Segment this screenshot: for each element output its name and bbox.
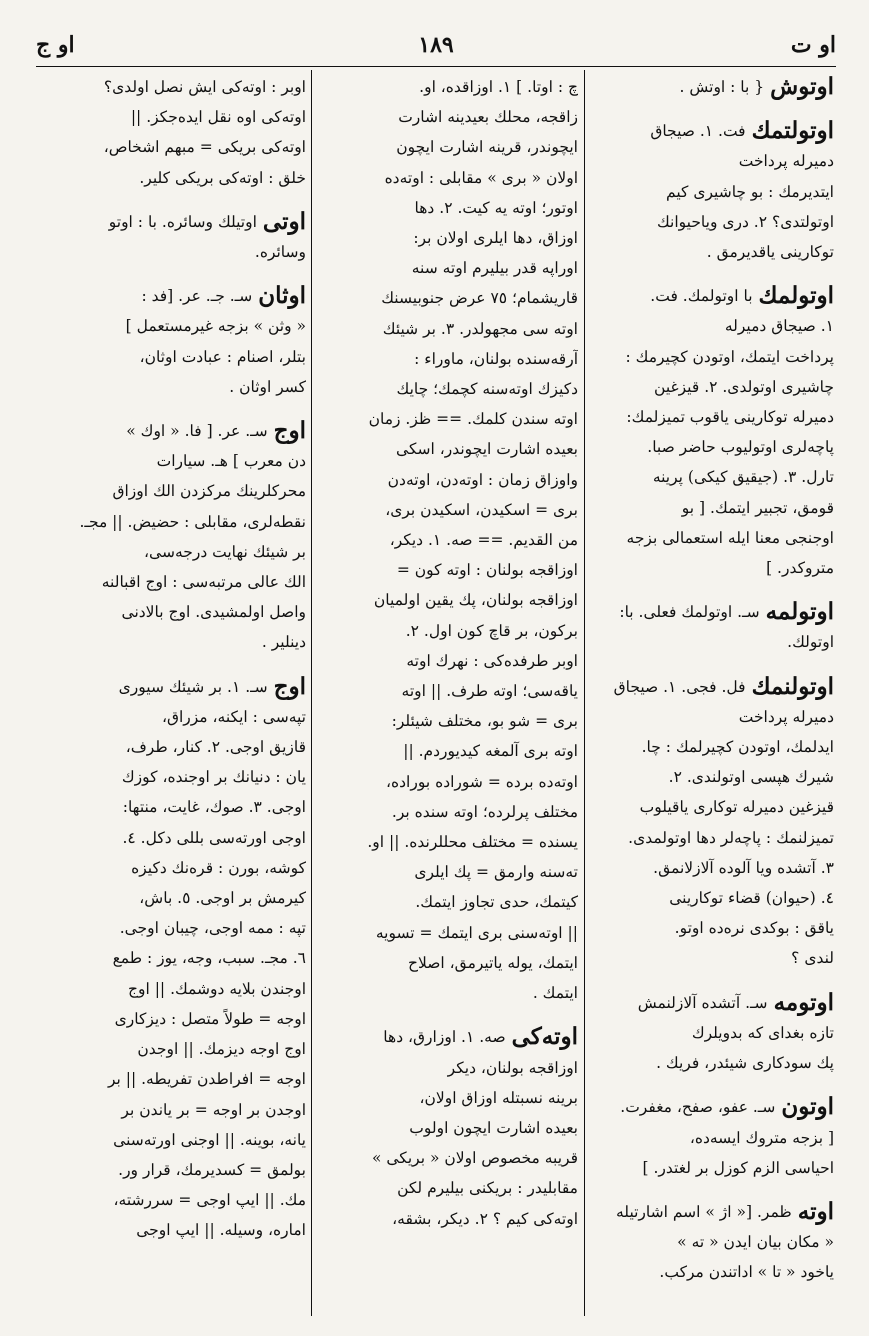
header-right-letters: او ت [790, 32, 836, 58]
column-right [587, 72, 834, 1317]
entry-text-line: { با : اوتش . [679, 78, 765, 96]
entry-text-line: اوته بری آلمغه کیدیوردم. || [403, 742, 578, 761]
entry-text-line: ته‌سنه وارمق = پك ایلری [414, 863, 578, 882]
column-middle [316, 72, 578, 1317]
entry-text-line: پاچه‌لری اوتولیوب حاضر صبا. [647, 438, 834, 457]
entry-text-line: ایدلمك، اوتودن کچیرلمك : چا. [641, 738, 834, 757]
entry-text-line: مختلف پرلرده؛ اوته سنده بر. [391, 802, 578, 821]
entry-text-line: متروکدر. ] [766, 559, 834, 578]
entry-text-line: کیتمك، حدی تجاوز ایتمك. [415, 893, 578, 912]
entry-text-line: اوتیلك وسائره. با : اوتو [108, 212, 257, 231]
entry-text-line: توکارینی یاقدیرمق . [706, 243, 834, 262]
entry-text-line: اوتولك. [787, 633, 834, 652]
entry-text-line: آرقه‌سنده بولنان، ماوراء : [414, 349, 578, 368]
entry-text-line: کسر اوثان . [229, 377, 306, 396]
dictionary-entry [316, 1022, 578, 1239]
entry-text-line: کیرمش بر اوجی. ٥. باش، [139, 889, 306, 908]
entry-text-line: کوشه، بورن : قره‌نك دکیزه [131, 858, 306, 877]
entry-text-line: فت. ١. صیجاق [650, 122, 746, 141]
headword: اوج [273, 417, 306, 445]
entry-text-line: اوزاقجه بولنان، پك یقین اولمیان [373, 591, 578, 610]
entry-text-line: بعیده اشارت ایچوندر، اسکی [396, 440, 578, 459]
entry-text-line: || اوته‌سنی بری ایتمك = تسویه [375, 923, 578, 942]
entry-text-line: قازیق اوجی. ٢. کنار، طرف، [125, 738, 306, 757]
dictionary-entry [587, 597, 834, 663]
entry-text-line: تپه‌سی : ایکنه، مزراق، [161, 707, 306, 726]
entry-text-line: یسنده = مختلف محللرنده. || او. [367, 833, 578, 852]
entry-text-line: یاخود « تا » اداتندن مرکب. [659, 1263, 834, 1282]
dictionary-entry [587, 281, 834, 589]
entry-text-line: اوج اوجه دیزمك. || اوجدن [137, 1040, 306, 1059]
entry-text-line: اوته‌کی کیم ؟ ٢. دیکر، بشقه، [392, 1209, 578, 1228]
entry-text-line: سـ. ١. بر شیئك سیوری [118, 677, 268, 696]
entry-text-line: الك عالی مرتبه‌سی : اوج اقبالنه [101, 573, 306, 592]
entry-text-line: ٦. مجـ. سبب، وجه، یوز : طمع [112, 949, 306, 968]
entry-text-line: زاقجه، محلك بعیدینه اشارت [398, 108, 578, 127]
entry-text-line: ٣. آتشده ویا آلوده آلازلانمق. [653, 858, 834, 877]
entry-text-line: بعیده اشارت ایچون اولوب [409, 1118, 578, 1137]
entry-text-line: برکون، بر قاچ کون اول. ٢. [405, 621, 578, 640]
headword: اوتولنمك [751, 672, 834, 700]
entry-text-line: تارل. ٣. (جیقیق کیکی) پرینه [652, 468, 834, 487]
dictionary-entry [38, 672, 306, 1252]
entry-text-line: اوته‌ده برده = شوراده بوراده، [386, 772, 578, 791]
entry-text-line: ایچوندر، قرینه اشارت ایچون [396, 138, 578, 157]
entry-text-line: سـ. عر. [ فا. « اوك » [126, 422, 268, 441]
entry-text-line: با اوتولمك. فت. [650, 287, 753, 306]
column-divider [311, 70, 312, 1316]
entry-text-line: اوراپه قدر بیلیرم اوته سنه [411, 259, 578, 278]
entry-text-line: چ : اوتا. ] ١. اوزاقده، او. [419, 78, 578, 96]
entry-text-line: مك. || ایپ اوجی = سررشته، [113, 1191, 306, 1210]
entry-text-line: اوتور؛ اوته یه کیت. ٢. دها [414, 198, 578, 217]
dictionary-entry [587, 1197, 834, 1294]
entry-text-line: بتلر، اصنام : عبادت اوثان، [139, 347, 306, 366]
entry-text-line: یاقه‌سی؛ اوته طرف. || اوته [401, 682, 578, 701]
entry-text-line: شیرك هپسی اوتولندی. ٢. [668, 768, 834, 787]
entry-text-line: صه. ١. اوزارق، دها [383, 1028, 506, 1047]
entry-text-line: احیاسی الزم کوزل بر لغتدر. ] [642, 1158, 834, 1177]
headword: اوته‌کی [511, 1023, 578, 1051]
dictionary-entry [316, 72, 578, 1014]
header-rule [36, 66, 836, 67]
entry-text-line: اوزاقجه بولنان : اوته کون = [396, 561, 578, 580]
column-left [38, 72, 306, 1317]
entry-text-line: دمیرله توکارینی یاقوب تمیزلمك: [626, 408, 834, 427]
entry-text-line: ایتدیرمك : بو چاشیری کیم [666, 182, 834, 201]
headword: اوج [273, 672, 306, 700]
dictionary-entry [587, 988, 834, 1085]
entry-text-line: اوته‌کی اوه نقل ایده‌جکز. || [130, 108, 306, 127]
dictionary-entry [38, 72, 306, 199]
entry-text-line: سـ. اوتولمك فعلی. با: [619, 603, 760, 622]
headword: اوتولتمك [751, 117, 834, 145]
entry-text-line: اماره، وسیله. || ایپ اوجی [136, 1221, 306, 1240]
headword: اوتی [262, 207, 306, 235]
column-divider [584, 70, 585, 1316]
dictionary-entry [587, 116, 834, 273]
entry-text-line: « وثن » بزجه غیرمستعمل ] [125, 317, 306, 336]
entry-text-line: ٤. (حیوان) قضاء توکارینی [669, 889, 834, 908]
entry-text-line: اوجی. ٣. صوك، غایت، منتها: [122, 798, 306, 817]
entry-text-line: بر شیئك نهایت درجه‌سی، [144, 542, 306, 561]
entry-text-line: اوتولتدی؟ ٢. دری ویاحیوانك [656, 212, 834, 231]
entry-text-line: سـ. آتشده آلازلنمش [637, 993, 768, 1012]
entry-text-line: ایتمك . [532, 984, 578, 1003]
entry-text-line: اوجندن بلایه دوشمك. || اوج [127, 979, 306, 998]
entry-text-line: دمیرله پرداخت [738, 152, 834, 171]
entry-text-line: اولان « بری » مقابلی : اوته‌ده [384, 168, 578, 187]
entry-text-line: « مکان بیان ایدن « ته » [677, 1233, 834, 1252]
entry-text-line: یانه، بوینه. || اوجنی اورته‌سنی [113, 1130, 306, 1149]
entry-text-line: سـ. عفو، صفح، مغفرت. [620, 1098, 776, 1117]
entry-text-line: اوبر : اوته‌کی ایش نصل اولدی؟ [103, 78, 306, 96]
header-left-letters: او ج [36, 32, 75, 58]
entry-text-line: اوجه = افراطدن تفریطه. || بر [107, 1070, 306, 1089]
entry-text-line: [ بزجه متروك ایسه‌ده، [689, 1128, 834, 1147]
headword: اوته [797, 1197, 834, 1225]
entry-text-line: ١. صیجاق دمیرله [724, 317, 834, 336]
page-header [36, 28, 836, 62]
headword: اوتولمك [758, 282, 834, 310]
entry-text-line: بری = شو بو، مختلف شیئلر: [391, 712, 578, 731]
entry-text-line: اوجنجی معنا ایله استعمالی بزجه [626, 528, 834, 547]
headword: اوتولمه [765, 598, 834, 626]
entry-text-line: چاشیری اوتولدی. ٢. قیزغین [654, 377, 834, 396]
entry-text-line: مقابلیدر : بریکنی بیلیرم لکن [397, 1179, 578, 1198]
entry-text-line: دکیزك اوته‌سنه کچمك؛ چایك [396, 380, 578, 399]
entry-text-line: اوته‌کی بریکی = مبهم اشخاص، [103, 138, 306, 157]
entry-text-line: محرکلرینك مرکزدن الك اوزاق [112, 482, 306, 501]
entry-text-line: قریبه مخصوص اولان « بریکی » [371, 1149, 578, 1168]
entry-text-line: ظمر. [« اژ » اسم اشارتیله [616, 1202, 792, 1221]
entry-text-line: پرداخت ایتمك، اوتودن کچیرمك : [625, 347, 834, 366]
entry-text-line: اوته سندن کلمك. == ظز. زمان [368, 410, 578, 429]
dictionary-entry [38, 207, 306, 273]
entry-text-line: خلق : اوته‌کی بریکی کلیر. [139, 168, 306, 187]
entry-text-line: قاریشمام؛ ٧٥ عرض جنوبیسنك [381, 289, 578, 308]
entry-text-line: قومق، تجبیر ایتمك. [ بو [681, 498, 834, 517]
entry-text-line: اوزاق، دها ایلری اولان بر: [413, 229, 578, 248]
entry-text-line: فل. فجی. ١. صیجاق [613, 677, 746, 696]
dictionary-entry [587, 72, 834, 108]
dictionary-entry [587, 1092, 834, 1189]
headword: اوتوش [770, 73, 834, 100]
headword: اوتومه [773, 988, 834, 1016]
entry-text-line: یاقق : بوکدی نره‌ده اوتو. [674, 919, 834, 938]
entry-text-line: تپه : ممه اوجی، چیبان اوجی. [119, 919, 306, 938]
headword: اوتون [781, 1093, 834, 1121]
dictionary-entry [587, 672, 834, 980]
headword: اوثان [258, 282, 306, 310]
entry-text-line: بری = اسکیدن، اسکیدن بری، [385, 500, 578, 519]
entry-text-line: اوجه = طولاً متصل : دیزکاری [114, 1009, 306, 1028]
entry-text-line: قیزغین دمیرله توکاری یاقیلوب [639, 798, 834, 817]
entry-text-line: اوجی اورته‌سی بللی دکل. ٤. [122, 828, 306, 847]
entry-text-line: واوزاق زمان : اوته‌دن، اوته‌دن [387, 470, 578, 489]
entry-text-line: دینلیر . [261, 633, 306, 652]
entry-text-line: وسائره. [254, 243, 306, 262]
entry-text-line: اوبر طرفده‌کی : نهرك اوته [406, 651, 578, 670]
entry-text-line: بولمق = کسدیرمك، قرار ور. [118, 1160, 306, 1179]
entry-text-line: سـ. جـ. عر. [فد : [141, 287, 253, 306]
dictionary-entry [38, 281, 306, 408]
entry-text-line: اوته سی مجهولدر. ٣. بر شیئك [382, 319, 578, 338]
page-number: ١٨٩ [418, 32, 454, 58]
entry-text-line: دمیرله پرداخت [738, 707, 834, 726]
entry-text-line: پك سودکاری شیئدر، فریك . [656, 1054, 834, 1073]
entry-text-line: لندی ؟ [791, 949, 834, 968]
entry-text-line: تازه بغدای که بدویلرك [691, 1023, 834, 1042]
entry-text-line: یان : دنیانك بر اوجنده، کوزك [121, 768, 306, 787]
dictionary-entry [38, 416, 306, 664]
entry-text-line: دن معرب ] هـ. سیارات [156, 452, 306, 471]
entry-text-line: نقطه‌لری، مقابلی : حضیض. || مجـ. [79, 512, 306, 531]
entry-text-line: اوجدن بر اوجه = بر یاندن بر [121, 1100, 306, 1119]
entry-text-line: اوزاقجه بولنان، دیکر [447, 1058, 578, 1077]
entry-text-line: ایتمك، یوله یاتیرمق، اصلاح [408, 953, 578, 972]
entry-text-line: واصل اولمشیدی. اوج بالادنی [121, 603, 306, 622]
entry-text-line: تمیزلنمك : پاچه‌لر دها اوتولمدی. [628, 828, 834, 847]
entry-text-line: من القدیم. == صه. ١. دیکر، [389, 531, 578, 550]
entry-text-line: برینه نسبتله اوزاق اولان، [419, 1088, 578, 1107]
